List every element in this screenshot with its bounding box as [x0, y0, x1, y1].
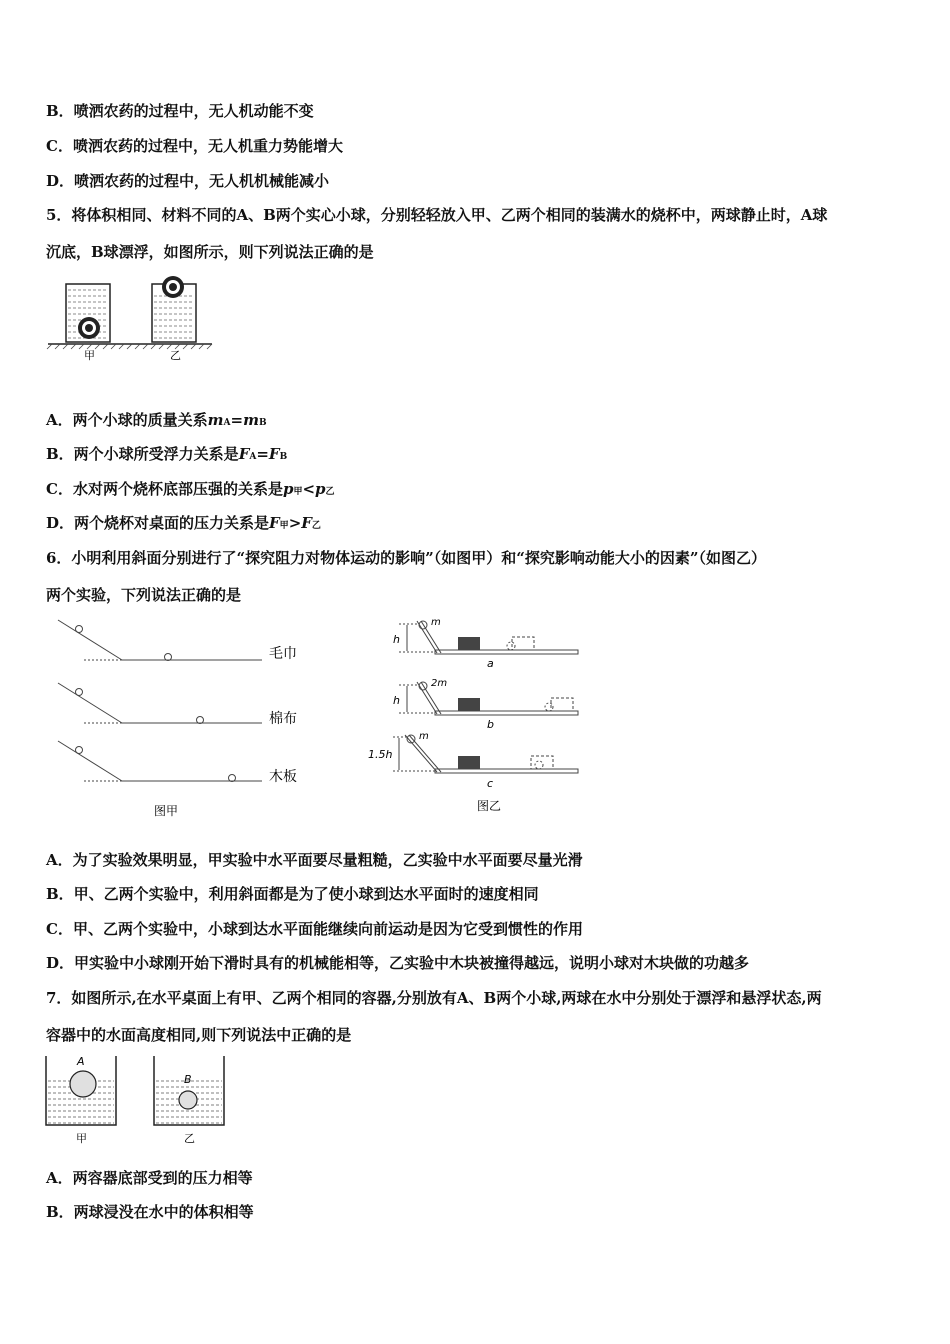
sub-label-b: b	[487, 718, 494, 731]
q6-option-a: A．为了实验效果明显，甲实验中水平面要尽量粗糙，乙实验中水平面要尽量光滑	[46, 851, 583, 869]
q6-figure-jia	[54, 615, 324, 825]
q5-beakers-figure	[44, 268, 216, 364]
ball-icon	[229, 775, 236, 782]
q6-option-c: C．甲、乙两个实验中，小球到达水平面能继续向前运动是因为它受到惯性的作用	[46, 920, 583, 938]
height-label-c: 1.5h	[368, 748, 393, 761]
q5-option-d: D．两个烧杯对桌面的压力关系是F甲>F乙	[46, 514, 321, 532]
surface-label-towel: 毛巾	[269, 646, 297, 662]
surface-label-wood: 木板	[269, 769, 297, 785]
q5-option-c: C．水对两个烧杯底部压强的关系是p甲<p乙	[46, 480, 335, 498]
fig-jia-caption: 图甲	[154, 804, 179, 818]
ball-icon	[76, 747, 83, 754]
q6-option-b: B．甲、乙两个实验中，利用斜面都是为了使小球到达水平面时的速度相同	[46, 885, 539, 903]
ball-icon	[76, 626, 83, 633]
q6-figure-yi	[365, 615, 585, 820]
q7-option-a: A．两容器底部受到的压力相等	[46, 1169, 253, 1187]
q5-option-b: B．两个小球所受浮力关系是FA=FB	[46, 445, 288, 463]
q6-stem-line1: 6．小明利用斜面分别进行了“探究阻力对物体运动的影响”（如图甲）和“探究影响动能大小的因素”（如图乙）	[46, 549, 766, 567]
ball-icon	[197, 717, 204, 724]
q6-option-d: D．甲实验中小球刚开始下滑时具有的机械能相等，乙实验中木块被撞得越远，说明小球对木块做的功越多	[46, 954, 750, 972]
mass-label-b: 2m	[431, 678, 448, 689]
ball-icon	[165, 654, 172, 661]
q7-label-jia: 甲	[76, 1132, 87, 1145]
q7-containers-figure	[44, 1053, 234, 1148]
fig-yi-caption: 图乙	[477, 799, 502, 813]
height-label-b: h	[393, 694, 400, 707]
mass-label-a: m	[431, 617, 441, 628]
ball-label-a: A	[77, 1055, 85, 1068]
q7-stem-line1: 7．如图所示,在水平桌面上有甲、乙两个相同的容器,分别放有A、B两个小球,两球在水中分别处于漂浮和悬浮状态,两	[46, 989, 822, 1007]
sub-label-c: c	[487, 777, 494, 790]
q5-stem-line1: 5．将体积相同、材料不同的A、B两个实心小球，分别轻轻放入甲、乙两个相同的装满水的烧杯中，两球静止时，A球	[46, 206, 828, 224]
mass-label-c: m	[419, 731, 429, 742]
q5-label-yi: 乙	[170, 349, 181, 362]
surface-label-cotton: 棉布	[269, 711, 297, 727]
q6-stem-line2: 两个实验，下列说法正确的是	[46, 586, 242, 604]
q7-label-yi: 乙	[184, 1132, 195, 1145]
q4-option-c: C．喷洒农药的过程中，无人机重力势能增大	[46, 137, 343, 155]
q7-stem-line2: 容器中的水面高度相同,则下列说法中正确的是	[46, 1026, 352, 1044]
q4-option-b: B．喷洒农药的过程中，无人机动能不变	[46, 102, 314, 120]
q4-option-d: D．喷洒农药的过程中，无人机机械能减小	[46, 172, 330, 190]
q5-stem-line2: 沉底，B球漂浮，如图所示，则下列说法正确的是	[46, 243, 374, 261]
ball-icon	[76, 689, 83, 696]
sub-label-a: a	[487, 657, 494, 670]
q5-option-a: A．两个小球的质量关系mA=mB	[46, 411, 267, 429]
ball-label-b: B	[184, 1073, 192, 1086]
height-label-a: h	[393, 633, 400, 646]
q7-option-b: B．两球浸没在水中的体积相等	[46, 1203, 254, 1221]
q5-label-jia: 甲	[84, 349, 95, 362]
